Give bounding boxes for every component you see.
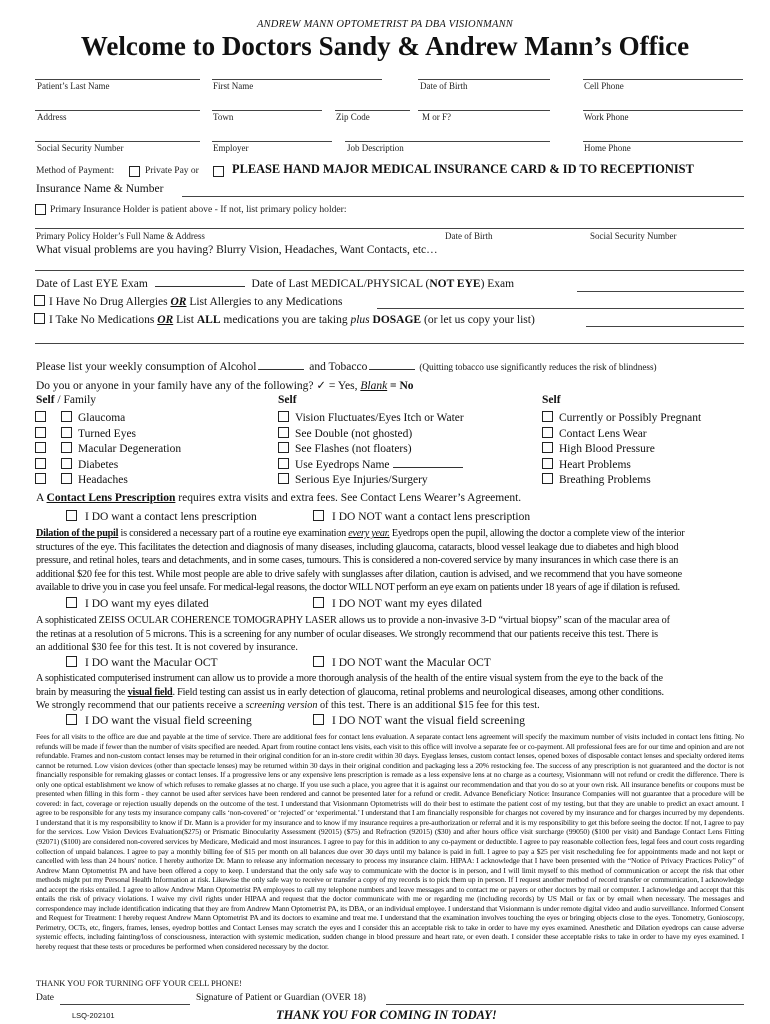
last-medical-exam-pre: Date of Last MEDICAL/PHYSICAL ( (251, 278, 430, 290)
insurance-card-notice: PLEASE HAND MAJOR MEDICAL INSURANCE CARD & ID TO RECEPTIONIST (232, 162, 694, 176)
condition-row (542, 442, 701, 458)
blank-label: Blank (360, 380, 388, 392)
every-year: every year. (348, 528, 390, 539)
self-checkbox[interactable] (35, 427, 46, 438)
condition-row (278, 473, 464, 489)
condition-pregnant: Currently or Possibly Pregnant (559, 412, 702, 424)
medications-row (34, 313, 535, 326)
condition-breathing-problems: Breathing Problems (559, 474, 651, 486)
condition-row (542, 458, 701, 474)
condition-see-double: See Double (not ghosted) (295, 427, 413, 440)
self-checkbox[interactable] (35, 411, 46, 422)
condition-high-blood-pressure: High Blood Pressure (559, 443, 655, 455)
col3-header: Self (542, 394, 561, 406)
field-ssn[interactable]: Social Security Number (37, 143, 124, 153)
self-checkbox[interactable] (35, 458, 46, 469)
dilation-line-2: pressure, and retinal holes, tears and detachments, and in some cases, tumours. This is considered a non-covered service by many insurances in which case there is an (36, 555, 679, 567)
dilation-want-option (66, 597, 209, 610)
self-checkbox[interactable] (35, 442, 46, 453)
oct-line-2: an additional $30 fee for this test. It is not covered by insurance. (36, 642, 298, 654)
contact-lens-prescription-link[interactable]: Contact Lens Prescription (46, 492, 176, 504)
field-cell-phone[interactable]: Cell Phone (584, 81, 624, 91)
screening-version: screening version (245, 700, 318, 712)
dilation-line-3: additional $20 fee for this test. While most people are able to drive safely with sunglasses after dilation, caution is advised, and we recommend that you have someone (36, 568, 682, 580)
dilation-want-label: I DO want my eyes dilated (85, 598, 209, 610)
condition-macular-degeneration: Macular Degeneration (78, 443, 182, 455)
condition-row (35, 427, 181, 443)
oct-want-option (66, 656, 218, 669)
tobacco-note: (Quitting tobacco use significantly reduces the risk of blindness) (419, 362, 657, 372)
oct-want-label: I DO want the Macular OCT (85, 657, 218, 669)
condition-row (542, 411, 701, 427)
condition-vision-fluctuates: Vision Fluctuates/Eyes Itch or Water (295, 412, 464, 424)
private-pay-label: Private Pay or (145, 166, 199, 176)
self-checkbox[interactable] (542, 473, 553, 484)
allergies-row (34, 295, 342, 308)
page-title: Welcome to Doctors Sandy & Andrew Mann’s Office (80, 31, 690, 61)
self-checkbox[interactable] (542, 442, 553, 453)
contact-lens-not-want-label: I DO NOT want a contact lens prescription (332, 511, 531, 523)
visual-problems-question[interactable]: What visual problems are you having? Blurry Vision, Headaches, Want Contacts, etc… (36, 244, 438, 256)
field-sex[interactable]: M or F? (422, 112, 451, 122)
condition-diabetes: Diabetes (78, 458, 119, 471)
contact-lens-not-want-checkbox[interactable] (313, 510, 324, 521)
visual-field-line-3-pre: We strongly recommend that our patients receive a (36, 700, 244, 712)
field-job-description[interactable]: Job Description (347, 143, 404, 153)
self-checkbox[interactable] (278, 442, 289, 453)
medications-plus: plus (350, 314, 370, 326)
col1-header (36, 394, 96, 406)
family-question-text: Do you or anyone in your family have any of the following? ✓ = Yes, (36, 380, 358, 392)
self-checkbox[interactable] (278, 473, 289, 484)
condition-row (278, 458, 464, 474)
conditions-col3 (542, 411, 701, 489)
last-medical-exam-post: ) Exam (480, 278, 515, 290)
condition-row (278, 442, 464, 458)
insurance-checkbox[interactable] (213, 166, 224, 177)
insurance-name-label[interactable]: Insurance Name & Number (36, 183, 164, 195)
medications-copy-note: (or let us copy your list) (423, 314, 535, 326)
oct-not-want-checkbox[interactable] (313, 656, 324, 667)
primary-holder-checkbox[interactable] (35, 204, 46, 215)
self-checkbox[interactable] (542, 427, 553, 438)
self-checkbox[interactable] (35, 473, 46, 484)
condition-heart-problems: Heart Problems (559, 458, 631, 471)
signature-label[interactable]: Signature of Patient or Guardian (OVER 18) (196, 993, 366, 1003)
field-zip-code[interactable]: Zip Code (336, 112, 370, 122)
family-checkbox[interactable] (61, 427, 72, 438)
medications-taking-label: medications you are taking (223, 314, 348, 326)
visual-field-not-want-checkbox[interactable] (313, 714, 324, 725)
dilation-paragraph (36, 527, 744, 595)
field-first-name[interactable]: First Name (213, 81, 254, 91)
conditions-col2 (278, 411, 464, 489)
condition-eyedrops: Use Eyedrops Name (295, 458, 390, 471)
self-checkbox[interactable] (542, 458, 553, 469)
allergies-list-label: List Allergies to any Medications (189, 296, 343, 308)
no-label: = No (390, 380, 414, 392)
field-employer[interactable]: Employer (213, 143, 249, 153)
allergies-or: OR (170, 296, 187, 308)
col2-header: Self (278, 394, 297, 406)
policy-holder-dob-label: Date of Birth (445, 231, 493, 241)
condition-eye-injuries: Serious Eye Injuries/Surgery (295, 474, 428, 486)
contact-lens-text: requires extra visits and extra fees. See Contact Lens Wearer’s Agreement. (178, 492, 522, 504)
contact-lens-want-label: I DO want a contact lens prescription (85, 511, 257, 523)
condition-row (542, 427, 701, 443)
visual-field-line-1: A sophisticated computerised instrument can allow us to provide a more thorough analysis of the health of the entire visual system from the eye to the back of the (36, 673, 663, 684)
contact-lens-not-want-option (313, 510, 530, 523)
practice-name: ANDREW MANN OPTOMETRIST PA DBA VISIONMANN (256, 19, 514, 30)
medications-dosage: DOSAGE (372, 314, 422, 326)
no-allergies-label: I Have No Drug Allergies (49, 296, 168, 308)
oct-paragraph (36, 614, 744, 655)
policy-holder-name-label: Primary Policy Holder’s Full Name & Address (36, 231, 205, 241)
field-address[interactable]: Address (37, 112, 67, 122)
family-checkbox[interactable] (61, 473, 72, 484)
col1-self-header: Self (36, 394, 55, 406)
condition-row (278, 411, 464, 427)
private-pay-checkbox[interactable] (129, 166, 140, 177)
family-checkbox[interactable] (61, 458, 72, 469)
date-label[interactable]: Date (36, 993, 54, 1003)
thank-you-message: THANK YOU FOR COMING IN TODAY! (276, 1008, 497, 1022)
condition-see-flashes: See Flashes (not floaters) (295, 443, 412, 455)
dilation-line-4: available to drive you in case you feel unsafe. For medical-legal reasons, the doctor WILL NOT perform an eye exam on patients under 18 years of age if dilation is refused. (36, 582, 680, 594)
visual-field-want-label: I DO want the visual field screening (85, 715, 252, 727)
family-checkbox[interactable] (61, 442, 72, 453)
dilation-part1: is considered a necessary part of a routine eye examination (120, 528, 346, 539)
condition-turned-eyes: Turned Eyes (78, 427, 137, 440)
visual-field-line-2-post: . Field testing can assist us in early detection of glaucoma, retinal problems and neurological diseases, among other conditions. (172, 686, 664, 698)
condition-row (35, 473, 181, 489)
payment-method-label: Method of Payment: (36, 166, 115, 176)
alcohol-label: Please list your weekly consumption of Alcohol (36, 361, 257, 373)
self-checkbox[interactable] (278, 458, 289, 469)
self-checkbox[interactable] (542, 411, 553, 422)
oct-want-checkbox[interactable] (66, 656, 77, 667)
contact-lens-notice (36, 492, 521, 504)
no-medications-label: I Take No Medications (49, 314, 155, 326)
self-checkbox[interactable] (278, 411, 289, 422)
contact-lens-want-option (66, 510, 257, 523)
field-town[interactable]: Town (213, 112, 234, 122)
visual-field-want-option (66, 714, 252, 727)
field-work-phone[interactable]: Work Phone (584, 112, 629, 122)
oct-not-want-option (313, 656, 491, 669)
dilation-line-0: Eyedrops open the pupil, allowing the doctor a complete view of the interior (391, 528, 685, 539)
tobacco-label: and Tobacco (309, 361, 368, 373)
col1-family-header: / Family (57, 394, 97, 406)
visual-field-want-checkbox[interactable] (66, 714, 77, 725)
dilation-not-want-checkbox[interactable] (313, 597, 324, 608)
condition-row (542, 473, 701, 489)
dilation-title: Dilation of the pupil (36, 528, 119, 539)
last-eye-exam-label: Date of Last EYE Exam (36, 278, 148, 290)
condition-row (278, 427, 464, 443)
dilation-line-1: structures of the eye. This facilitates the detection and diagnosis of many diseases, including glaucoma, cataracts, blood vessel leakage due to diabetes and high blood (36, 541, 679, 553)
contact-lens-a: A (36, 492, 44, 504)
oct-not-want-label: I DO NOT want the Macular OCT (332, 657, 491, 669)
contact-lens-want-checkbox[interactable] (66, 510, 77, 521)
medications-list-label: List (176, 314, 194, 326)
condition-contact-lens-wear: Contact Lens Wear (559, 427, 647, 440)
field-last-name[interactable]: Patient’s Last Name (37, 81, 110, 91)
oct-line-1: the retinas at a resolution of 5 microns. This is a screening for any number of ocular diseases. We strongly recommend that our patients receive this test. There is (36, 628, 658, 640)
medications-all: ALL (196, 314, 221, 326)
oct-line-0: A sophisticated ZEISS OCULAR COHERENCE TOMOGRAPHY LASER allows us to provide a non-invasive 3-D “virtual biopsy” scan of the macular area of (36, 615, 670, 626)
not-eye-bold: NOT EYE (429, 278, 481, 290)
visual-field-paragraph (36, 672, 744, 713)
primary-holder-label: Primary Insurance Holder is patient above - If not, list primary policy holder: (50, 204, 347, 215)
field-date-of-birth[interactable]: Date of Birth (420, 81, 468, 91)
visual-field-not-want-label: I DO NOT want the visual field screening (332, 715, 526, 727)
medications-or: OR (157, 314, 174, 326)
visual-field-bold: visual field (127, 686, 173, 698)
visual-field-not-want-option (313, 714, 525, 727)
terms-fine-print: Fees for all visits to the office are due and payable at the time of service. There are additional fees for contact lens evaluation. A separate contact lens agreement will specify the maximum number of visits included in contact lens fitting. No refunds will be made if fewer than the number of visits specified are needed. Apart from routine contact lens visits, each visit to this office will involve a separate fee or co-payment. All professional fees are for our time and opinion and are not refundable. Frames and non-custom contact lenses may be returned in their original condition for an in-store credit within 30 days. Eyeglass lenses, custom contact lenses, opened boxes of disposable contact lenses and specialty ordered items cannot be returned. Low vision devices (other than spectacle lenses) may be returned within 30 days in their original condition and packaging less a 20% restocking fee. The success of any prescription is not guaranteed and the doctor is not financially responsible for remaking glasses or contact lenses. If a progressive lens or any expensive lens prescription is remade as a less expensive lens at no charge as a courtesy, Visionmann will not refund or credit the difference. There is only one optical establishment we know of which refuses to remake glasses at no charge. If you use such a place, you agree that it is against our recommendation and that you do so at your own risk. All insurance benefits or coupons must be presented when filling in this form - they cannot be used after services have been rendered and cannot be presented later for a refund or credit. Advance Beneficiary Notice: Insurance Companies will not guarantee that a procedure will be covered: in fact, coverage or rejection usually depends on the outcome of the test. I understand that Visionmann Optometrists will do their best to estimate the patient cost of my testing, but that they are unable to predict an exact amount. I agree to be responsible for any tests my insurance company calls ‘non-covered’ or ‘rejected’ or ‘experimental.’ I understand that I am financially responsible for charges not covered by my insurance and for charges incurred by my dependents. I understand that it is my responsibility to know if Dr. Mann is a provider for my insurance and to know if my insurance requires a pre-authorization or referral and it is my responsibility to get this before seeing the doctor. If not, I agree to pay for the services. Low Vision Devices Evaluation($275) or Prismatic Binocularity Assessment (92015) ($75) and Refraction (92015) ($30) and after hours office visit surcharge (99050) ($100 per visit) and Bandage Contact Lens Fitting (92071) ($100) are considered non-covered services by Medicare, Medicaid and most insurances. I agree to pay for this in addition to any co-payment or deductible. I agree to pay reasonable collection fees, legal fees and court costs regarding collection of unpaid balances. I agree to pay a monthly billing fee of $15 per month on all balances due over 30 days until my balance is paid in full. I agree to pay a $25 per visit rescheduling fee for appointments made and not kept or cancelled with less than 24 hours' notice. I hereby authorize Dr. Mann to release any information necessary to process my insurance claim. HIPAA: I acknowledge that I have been presented with the “Notice of Privacy Practices Policy” of Andrew Mann Optometrist PA and have been offered a copy to keep. I understand that the only safe way to communicate with the doctor is in person, and I will limit myself to this method of communication or accept the risk that other methods might put my Personal Health Information at risk. Likewise the only safe way to receive or transfer a copy of my records is to pick them up in person. If I request another method of record transfer or communication, I acknowledge and accept the risks entailed. I agree to allow Andrew Mann Optometrist PA employees to call my telephone numbers and leave messages and to contact me or payers or other doctors by mail or computer. I acknowledge and accept that this entails the risk of privacy violations. I waive my civil rights under HIPAA and request that the doctor communicate with me or regarding me (including records) by US Mail or fax or by email when necessary. The messages and correspondence may include identification indicating that they are from Andrew Mann Optometrist PA, its DBA, or an individual employee. I understand that Visionmann is under remote digital video and audio surveillance. Informed Consent and Request for Treatment: I hereby request Andrew Mann Optometrist PA and its doctors to examine and treat me. I understand that the examination involves touching the eyes or bringing objects close to the eyes. Tonometry, Gonioscopy, Perimetry, OCTs, etc, fingers, frames, lenses, eyedrop bottles and Contact Lenses may scratch the eyes and I consider this an acceptable risk to take in order to have my eyes examined. Anesthetic and Dilation eyedrops can cause adverse systemic effects, including fainting/loss of consciousness, interaction with systemic medication, sudden change in blood pressure and heart rate, or even death. I consider these acceptable risks to take in order to have my eyes examined. I hereby request that these tests or procedures be performed when considered necessary by the doctor. (36, 732, 744, 952)
condition-row (35, 411, 181, 427)
dilation-want-checkbox[interactable] (66, 597, 77, 608)
condition-headaches: Headaches (78, 474, 128, 486)
no-allergies-checkbox[interactable] (34, 295, 45, 306)
visual-field-line-3-post: of this test. There is an additional $15 fee for this test. (319, 700, 540, 712)
dilation-not-want-option (313, 597, 482, 610)
form-code: LSQ-202101 (72, 1011, 115, 1020)
no-medications-checkbox[interactable] (34, 313, 45, 324)
field-home-phone[interactable]: Home Phone (584, 143, 631, 153)
conditions-col1 (35, 411, 181, 489)
last-exams-row[interactable] (36, 278, 514, 290)
self-checkbox[interactable] (278, 427, 289, 438)
family-checkbox[interactable] (61, 411, 72, 422)
cell-phone-notice: THANK YOU FOR TURNING OFF YOUR CELL PHONE! (36, 979, 242, 988)
family-question (36, 378, 414, 392)
condition-glaucoma: Glaucoma (78, 412, 126, 424)
alcohol-tobacco-row[interactable] (36, 361, 657, 373)
condition-row (35, 442, 181, 458)
policy-holder-ssn-label: Social Security Number (590, 231, 677, 241)
dilation-not-want-label: I DO NOT want my eyes dilated (332, 598, 482, 610)
condition-row (35, 458, 181, 474)
visual-field-line-2-pre: brain by measuring the (36, 686, 126, 698)
